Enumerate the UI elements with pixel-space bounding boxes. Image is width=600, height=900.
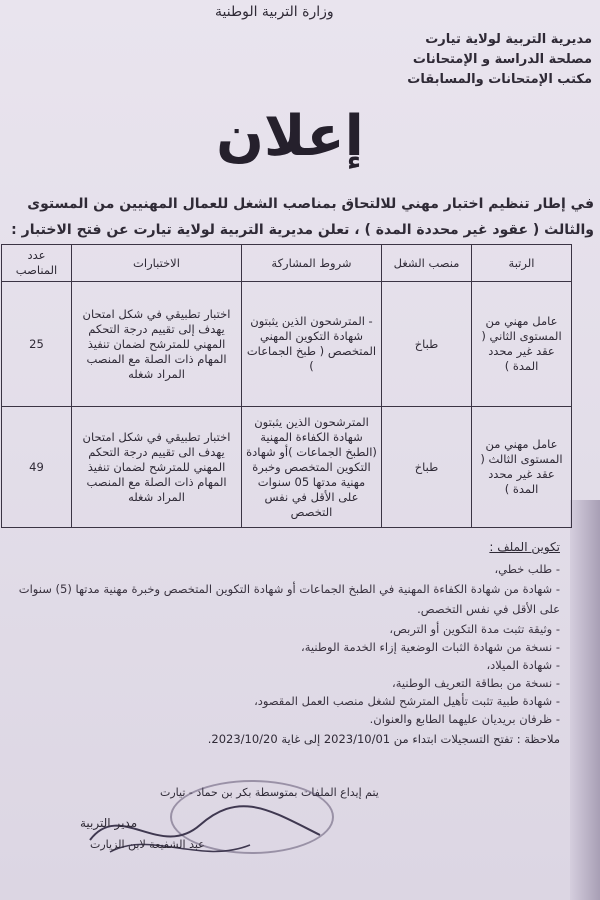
- file-item: - وثيقة تثبت مدة التكوين أو التربص،: [389, 622, 560, 636]
- header-count: عدد المناصب: [2, 245, 72, 282]
- deposit-location: يتم إيداع الملفات بمتوسطة بكر بن حماد - تيارت: [160, 786, 379, 799]
- file-item: - شهادة من شهادة الكفاءة المهنية في الطبخ الجماعات أو شهادة التكوين المتخصص وخبرة مهنية مدتها (5) سنوات: [18, 582, 560, 596]
- paper-edge-shadow: [570, 500, 600, 900]
- signature-scribble: [80, 790, 340, 870]
- directorate-name: مديرية التربية لولاية تيارت: [425, 32, 592, 47]
- cell-tests: اختبار تطبيقي في شكل امتحان يهدف إلى تقييم درجة التحكم المهني للمترشح لضمان تنفيذ المهام ذات الصلة مع المنصب المراد شغله: [72, 282, 242, 407]
- positions-table: [1, 244, 572, 528]
- registration-note: ملاحظة : تفتح التسجيلات ابتداء من 2023/10/01 إلى غاية 2023/10/20.: [207, 732, 560, 746]
- intro-line-1: في إطار تنظيم اختبار مهني للالتحاق بمناصب الشغل للعمال المهنيين من المستوى: [27, 196, 594, 212]
- cell-count: 25: [2, 282, 72, 407]
- cell-grade: عامل مهني من المستوى الثاني ( عقد غير محدد المدة ): [472, 282, 572, 407]
- header-grade: الرتبة: [472, 245, 572, 282]
- cell-count: 49: [2, 407, 72, 528]
- file-item: - طلب خطي،: [494, 562, 560, 576]
- file-section-title: تكوين الملف :: [489, 540, 560, 554]
- cell-tests: اختبار تطبيقي في شكل امتحان يهدف الى تقييم درجة التحكم المهني للمترشح لضمان تنفيذ المهام ذات الصلة مع المنصب المراد شغله: [72, 407, 242, 528]
- table-row: [2, 407, 572, 528]
- header-conditions: شروط المشاركة: [242, 245, 382, 282]
- file-item: - شهادة الميلاد،: [486, 658, 560, 672]
- file-item: - نسخة من شهادة الثبات الوضعية إزاء الخدمة الوطنية،: [301, 640, 560, 654]
- cell-grade: عامل مهني من المستوى الثالث ( عقد غير محدد المدة ): [472, 407, 572, 528]
- announcement-title: إعلان: [216, 104, 364, 169]
- file-item: - ظرفان بريديان عليهما الطابع والعنوان.: [369, 712, 560, 726]
- ministry-name: وزارة التربية الوطنية: [215, 4, 334, 20]
- service-name: مصلحة الدراسة و الإمتحانات: [412, 52, 592, 67]
- cell-conditions: المترشحون الذين يثبتون شهادة الكفاءة المهنية (الطبخ الجماعات )أو شهادة التكوين المتخصص وخبرة مهنية مدتها 05 سنوات على الأقل في نفس التخصص: [242, 407, 382, 528]
- cell-conditions: - المترشحون الذين يثبتون شهادة التكوين المهني المتخصص ( طبخ الجماعات ): [242, 282, 382, 407]
- table-row: [2, 282, 572, 407]
- intro-line-2: والثالث ( عقود غير محددة المدة ) ، تعلن مديرية التربية لولاية تيارت عن فتح الاختبار :: [11, 222, 594, 238]
- header-job: منصب الشغل: [382, 245, 472, 282]
- file-item: - شهادة طبية تثبت تأهيل المترشح لشغل منصب العمل المقصود،: [254, 694, 560, 708]
- file-item: - نسخة من بطاقة التعريف الوطنية،: [392, 676, 560, 690]
- cell-job: طباخ: [382, 407, 472, 528]
- office-name: مكتب الإمتحانات والمسابقات: [407, 72, 592, 87]
- signatory-title: مدير التربية: [80, 816, 138, 830]
- cell-job: طباخ: [382, 282, 472, 407]
- file-item: على الأقل في نفس التخصص.: [417, 602, 560, 616]
- header-tests: الاختبارات: [72, 245, 242, 282]
- signatory-name: عبد الشفيعة لابن الزيارت: [90, 838, 205, 851]
